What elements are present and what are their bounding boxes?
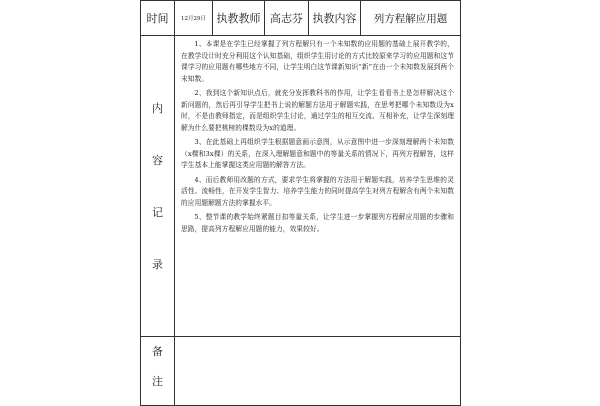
content-title: 列方程解应用题 <box>361 1 461 36</box>
teacher-label: 执教教师 <box>213 1 265 36</box>
lesson-record-table <box>140 0 461 406</box>
record-paragraph: 4、而后教师用改题的方式，要求学生将掌握的方法用于解题实践，培养学生思维的灵活性、流畅性，在开发学生智力、培养学生能力的同时提高学生对列方程解含有两个未知数的应用题解题方法的掌握水平。 <box>181 175 454 207</box>
date-value: 12月29日 <box>175 1 213 36</box>
notes-label <box>141 337 175 406</box>
teacher-name: 高志芬 <box>265 1 309 36</box>
side-label-char: 内 <box>152 102 163 115</box>
lesson-record-page <box>140 0 460 400</box>
side-label-char: 录 <box>152 258 163 271</box>
side-label-char: 记 <box>152 206 163 219</box>
record-paragraph: 1、本课是在学生已经掌握了列方程解只有一个未知数的应用题的基础上展开教学的，在教学设计时充分利用这个认知基础，组织学生用讨论的方式比较原来学习的应用题和这节课学习的应用题有哪些地方不同，让学生明白这节课新知识“新”在由一个未知数发展到两个未知数。 <box>181 40 454 83</box>
record-paragraph: 5、整节课的教学始终紧题目扣等量关系，让学生进一步掌握列方程解应用题的步骤和思路，提高列方程解应用题的能力，效果较好。 <box>181 213 454 233</box>
record-paragraph: 2、我到这个新知识点后，就充分发挥教科书的作用，让学生看看书上是怎样解决这个新问题的，然后再引导学生把书上说的解题方法用于解题实践，在思考把哪个未知数设为x时，不是由教师指定，而是组织学生讨论，通过学生的相互交流、互相补充，让学生深刻理解为什么要把桃树的棵数设为x的道理。 <box>181 89 454 132</box>
notes-label-char: 注 <box>152 375 163 388</box>
record-paragraph: 3、在此基础上再组织学生根据题意画示意图，从示意图中进一步深刻理解两个未知数（x棵和3x棵）的关系，在深入理解题意和题中的等量关系的情况下，再列方程解答，这样学生基本上能掌握这类应用题的解答方法。 <box>181 138 454 169</box>
content-row <box>141 36 461 337</box>
content-record-label <box>141 36 175 337</box>
notes-row <box>141 337 461 406</box>
notes-label-char: 备 <box>152 345 163 358</box>
time-label: 时间 <box>141 1 175 36</box>
notes-body <box>175 337 461 406</box>
content-record-body <box>175 36 461 337</box>
content-label: 执教内容 <box>309 1 361 36</box>
side-label-char: 容 <box>152 154 163 167</box>
header-row <box>141 1 461 36</box>
